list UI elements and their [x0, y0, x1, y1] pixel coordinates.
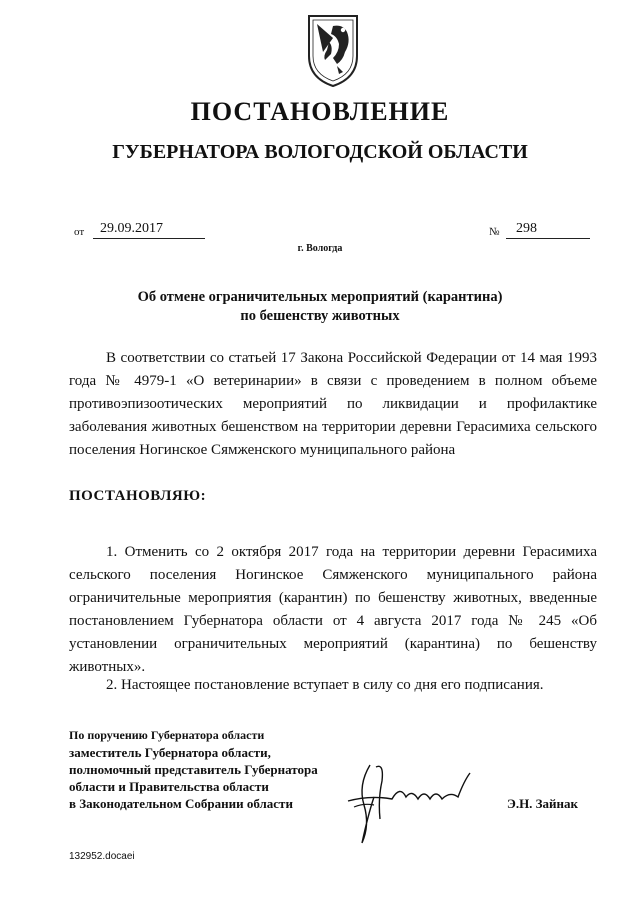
number-underline [506, 238, 590, 239]
document-type-title: ПОСТАНОВЛЕНИЕ [190, 97, 450, 126]
city: г. Вологда [297, 243, 343, 254]
number-prefix: № [489, 226, 500, 238]
preamble-paragraph: В соответствии со статьей 17 Закона Российской Федерации от 14 мая 1993 года № 4979-1 «О ветеринарии» в связи с проведением в полном объеме противоэпизоотических мероприятий по ликвидации и профилактике заболевания животных бешенством на территории деревни Герасимиха сельского поселения Ногинское Сямженского муниципального района [69, 350, 597, 458]
signatory-line-5: в Законодательном Собрании области [69, 796, 293, 811]
subject-line-2: по бешенству животных [240, 308, 400, 324]
item-2-paragraph: 2. Настоящее постановление вступает в силу со дня его подписания. [106, 677, 544, 693]
document-subject [0, 288, 640, 326]
signatory-line-2: заместитель Губернатора области, [69, 745, 271, 760]
handwritten-signature [340, 755, 480, 850]
document-number: 298 [516, 221, 537, 236]
issuer-title: ГУБЕРНАТОРА ВОЛОГОДСКОЙ ОБЛАСТИ [112, 141, 528, 163]
item-1-paragraph: 1. Отменить со 2 октября 2017 года на территории деревни Герасимиха сельского поселения Ногинское Сямженского муниципального района ограничительные мероприятия (карантин) по бешенству животных, введенные постановлением Губернатора области от 4 августа 2017 года № 245 «Об установлении ограничительных мероприятий (карантина) по бешенству животных». [69, 544, 597, 675]
document-date: 29.09.2017 [100, 221, 163, 236]
subject-line-1: Об отмене ограничительных мероприятий (карантина) [137, 289, 503, 305]
signatory-title [69, 727, 318, 812]
signatory-line-1: По поручению Губернатора области [69, 728, 265, 742]
coat-of-arms-emblem [303, 12, 363, 90]
date-underline [93, 238, 205, 239]
file-reference: 132952.docaei [69, 851, 135, 862]
signatory-line-3: полномочный представитель Губернатора [69, 762, 318, 777]
signatory-line-4: области и Правительства области [69, 779, 269, 794]
signatory-name: Э.Н. Зайнак [507, 796, 579, 811]
date-prefix: от [74, 226, 85, 238]
decree-heading: ПОСТАНОВЛЯЮ: [69, 488, 207, 504]
